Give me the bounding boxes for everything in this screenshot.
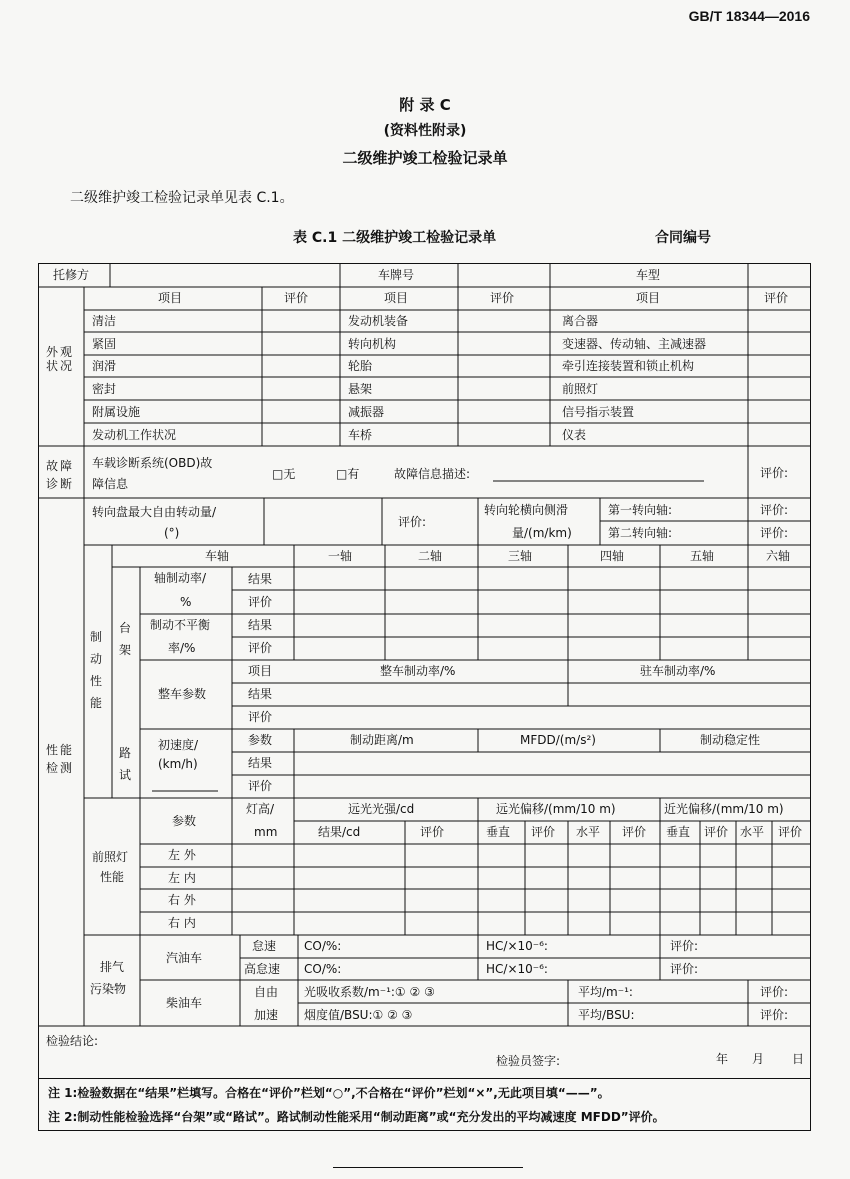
eval-label: 评价: [248, 595, 273, 609]
accel-label: 加速: [254, 1008, 279, 1022]
appearance-item: 轮胎: [348, 359, 373, 373]
avg-smoke: 平均/BSU:: [578, 1008, 635, 1022]
bench-label: 台架: [119, 621, 132, 657]
axle-label: 车轴: [205, 549, 230, 563]
headlamp-eval: 评价: [531, 825, 556, 839]
appearance-item: 变速器、传动轴、主减速器: [562, 337, 707, 351]
avg-absorption: 平均/m⁻¹:: [578, 985, 633, 999]
axle-name: 三轴: [508, 549, 533, 563]
init-speed-line2: (km/h): [158, 757, 198, 771]
appearance-item: 密封: [92, 382, 117, 396]
hc-idle: HC/×10⁻⁶:: [486, 939, 548, 953]
imbalance-line2: 率/%: [168, 641, 196, 655]
co-idle: CO/%:: [304, 939, 342, 953]
appearance-item: 清洁: [92, 314, 117, 328]
slip-label-line1: 转向轮横向侧滑: [484, 503, 569, 517]
high-beam-intensity-label: 远光光强/cd: [348, 802, 415, 816]
appearance-item: 悬架: [348, 382, 373, 396]
model-label: 车型: [636, 268, 661, 282]
axle-name: 二轴: [418, 549, 443, 563]
col-item-1: 项目: [158, 291, 183, 305]
headlamp-group-line1: 前照灯: [92, 850, 129, 864]
fault-option-none[interactable]: □无: [272, 467, 296, 481]
eval-label: 评价: [248, 779, 273, 793]
col-item-3: 项目: [636, 291, 661, 305]
obd-label-line1: 车载诊断系统(OBD)故: [92, 456, 213, 470]
eval-label: 评价: [248, 641, 273, 655]
client-label: 托修方: [53, 268, 90, 282]
vertical-label: 垂直: [666, 825, 691, 839]
high-beam-offset-label: 远光偏移/(mm/10 m): [496, 802, 616, 816]
month-label: 月: [752, 1052, 765, 1066]
standard-number: GB/T 18344—2016: [688, 8, 810, 24]
emission-group-line1: 排气: [100, 960, 125, 974]
axle-rate-line2: %: [180, 595, 192, 609]
free-label: 自由: [254, 985, 279, 999]
intro-text: 二级维护竣工检验记录单见表 C.1。: [70, 190, 294, 206]
note-2: 注 2:制动性能检验选择“台架”或“路试”。路试制动性能采用“制动距离”或“充分发出的平均减速度 MFDD”评价。: [48, 1110, 665, 1124]
headlamp-eval: 评价: [778, 825, 803, 839]
param-label: 参数: [248, 733, 273, 747]
appearance-item: 润滑: [92, 359, 117, 373]
second-steer-axle: 第二转向轴:: [608, 526, 673, 540]
init-speed-line1: 初速度/: [158, 738, 199, 752]
obd-label-line2: 障信息: [92, 477, 129, 491]
fault-eval: 评价:: [760, 466, 789, 480]
vehicle-params-label: 整车参数: [158, 687, 207, 701]
parking-rate-label: 驻车制动率/%: [640, 664, 716, 678]
performance-group-label: 性能检测: [46, 743, 75, 775]
headlamp-row: 右 内: [168, 916, 196, 930]
horizontal-label: 水平: [740, 825, 765, 839]
headlamp-row: 左 内: [168, 871, 196, 885]
emission-group-line2: 污染物: [90, 982, 127, 996]
axle2-eval: 评价:: [760, 526, 789, 540]
lamp-height-line2: mm: [254, 825, 278, 839]
co-high-idle: CO/%:: [304, 962, 342, 976]
fault-option-yes[interactable]: □有: [336, 467, 360, 481]
idle-label: 怠速: [252, 939, 277, 953]
contract-number-label: 合同编号: [655, 230, 711, 246]
axle-name: 四轴: [600, 549, 625, 563]
result-cd-label: 结果/cd: [318, 825, 361, 839]
appearance-item: 紧固: [92, 337, 117, 351]
headlamp-row: 左 外: [168, 848, 196, 862]
conclusion-label: 检验结论:: [46, 1034, 99, 1048]
vertical-label: 垂直: [486, 825, 511, 839]
headlamp-group-line2: 性能: [100, 870, 125, 884]
plate-label: 车牌号: [378, 268, 415, 282]
day-label: 日: [792, 1052, 805, 1066]
item-label: 项目: [248, 664, 273, 678]
axle-rate-line1: 轴制动率/: [154, 571, 207, 585]
appendix-name: 二级维护竣工检验记录单: [342, 149, 508, 167]
axle1-eval: 评价:: [760, 503, 789, 517]
headlamp-eval: 评价: [420, 825, 445, 839]
appendix-type: (资料性附录): [383, 123, 467, 139]
year-label: 年: [716, 1052, 729, 1066]
road-label: 路试: [119, 746, 132, 782]
eval-label: 评价: [248, 710, 273, 724]
headlamp-eval: 评价: [704, 825, 729, 839]
stability-label: 制动稳定性: [700, 733, 761, 747]
high-idle-label: 高怠速: [244, 962, 281, 976]
appearance-item: 牵引连接装置和锁止机构: [562, 359, 695, 373]
col-item-2: 项目: [384, 291, 409, 305]
axle-name: 六轴: [766, 549, 791, 563]
vehicle-rate-label: 整车制动率/%: [380, 664, 456, 678]
footer-rule: [333, 1167, 523, 1168]
result-label: 结果: [248, 572, 273, 586]
smoke-eval: 评价:: [760, 1008, 789, 1022]
slip-label-line2: 量/(m/km): [512, 526, 572, 540]
appearance-group-label: 外观状况: [46, 345, 75, 373]
table-caption: 表 C.1 二级维护竣工检验记录单: [293, 230, 497, 246]
smoke-label: 烟度值/BSU:① ② ③: [304, 1008, 413, 1022]
col-eval-1: 评价: [284, 291, 309, 305]
high-idle-eval: 评价:: [670, 962, 699, 976]
fault-group-label: 故障诊断: [46, 459, 75, 491]
steering-label-line2: (°): [164, 526, 180, 540]
imbalance-line1: 制动不平衡: [150, 618, 211, 632]
inspector-signature-label: 检验员签字:: [496, 1054, 561, 1068]
distance-label: 制动距离/m: [350, 733, 414, 747]
horizontal-label: 水平: [576, 825, 601, 839]
steering-eval: 评价:: [398, 515, 427, 529]
lamp-height-line1: 灯高/: [246, 802, 275, 816]
headlamp-eval: 评价: [622, 825, 647, 839]
appearance-item: 发动机工作状况: [92, 428, 177, 442]
mfdd-label: MFDD/(m/s²): [520, 733, 596, 747]
first-steer-axle: 第一转向轴:: [608, 503, 673, 517]
headlamp-param-label: 参数: [172, 814, 197, 828]
appearance-item: 离合器: [562, 314, 599, 328]
fault-desc-label: 故障信息描述:: [394, 467, 471, 481]
hc-high-idle: HC/×10⁻⁶:: [486, 962, 548, 976]
appearance-item: 前照灯: [562, 382, 599, 396]
axle-name: 五轴: [690, 549, 715, 563]
col-eval-3: 评价: [764, 291, 789, 305]
steering-label-line1: 转向盘最大自由转动量/: [92, 505, 217, 519]
axle-name: 一轴: [328, 549, 353, 563]
brake-group-label: 制动性能: [90, 630, 103, 710]
appearance-item: 附属设施: [92, 405, 141, 419]
headlamp-row: 右 外: [168, 893, 196, 907]
appearance-item: 车桥: [348, 428, 373, 442]
absorption-eval: 评价:: [760, 985, 789, 999]
col-eval-2: 评价: [490, 291, 515, 305]
appearance-item: 减振器: [348, 405, 385, 419]
idle-eval: 评价:: [670, 939, 699, 953]
appearance-item: 仪表: [562, 428, 587, 442]
appendix-title: 附 录 C: [399, 96, 451, 114]
low-beam-offset-label: 近光偏移/(mm/10 m): [664, 802, 784, 816]
gasoline-label: 汽油车: [166, 951, 203, 965]
appearance-item: 信号指示装置: [562, 405, 635, 419]
result-label: 结果: [248, 618, 273, 632]
note-1: 注 1:检验数据在“结果”栏填写。合格在“评价”栏划“○”,不合格在“评价”栏划“×”,无此项目填“——”。: [48, 1086, 610, 1100]
result-label: 结果: [248, 756, 273, 770]
appearance-item: 转向机构: [348, 337, 397, 351]
diesel-label: 柴油车: [166, 996, 203, 1010]
appearance-item: 发动机装备: [348, 314, 409, 328]
result-label: 结果: [248, 687, 273, 701]
absorption-label: 光吸收系数/m⁻¹:① ② ③: [304, 985, 435, 999]
